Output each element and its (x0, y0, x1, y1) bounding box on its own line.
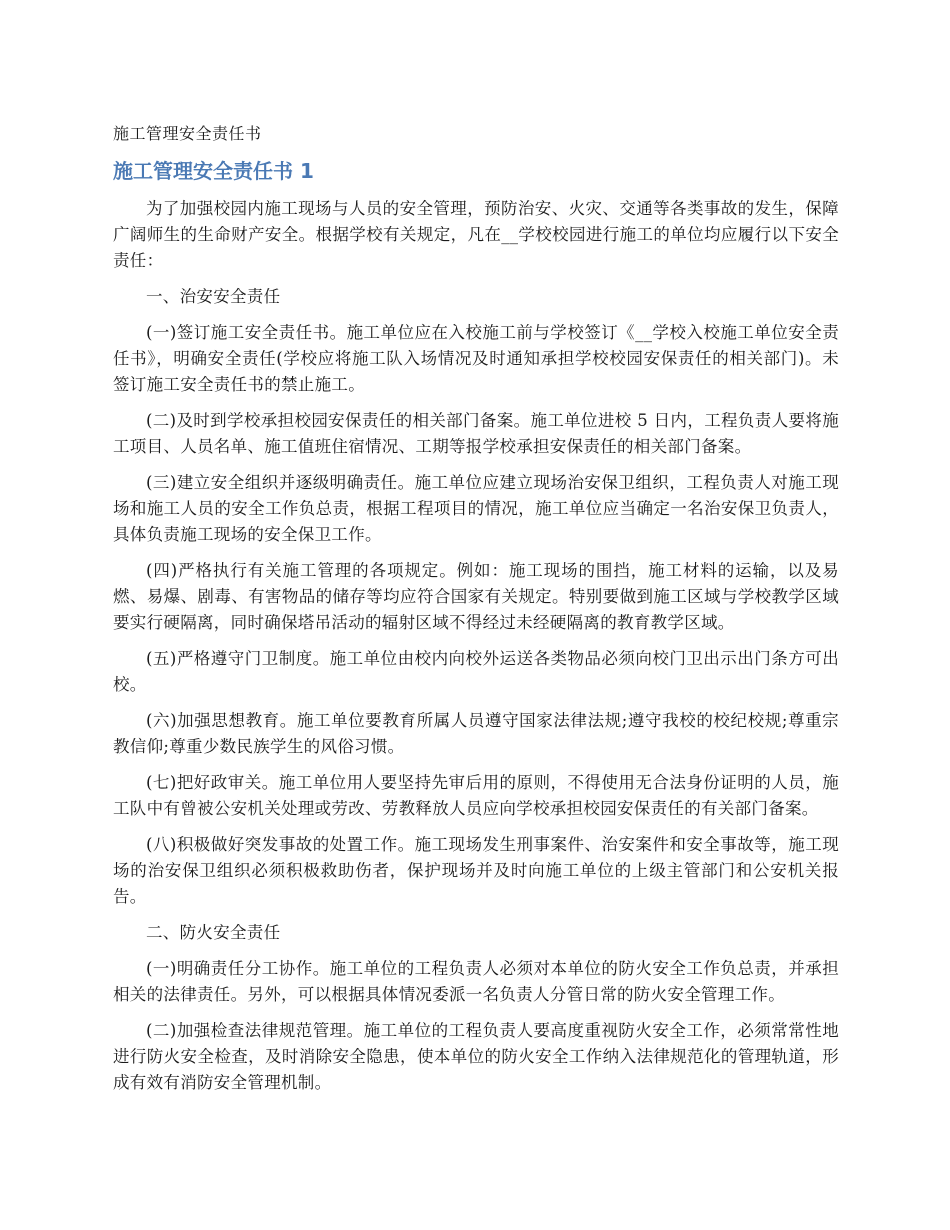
part1-item-7: (七)把好政审关。施工单位用人要坚持先审后用的原则，不得使用无合法身份证明的人员，施工队中有曾被公安机关处理或劳改、劳教释放人员应向学校承担校园安保责任的有关部门备案。 (113, 773, 839, 818)
part1-item-5: (五)严格遵守门卫制度。施工单位由校内向校外运送各类物品必须向校门卫出示出门条方可出校。 (113, 649, 839, 694)
part1-item-6: (六)加强思想教育。施工单位要教育所属人员遵守国家法律法规;遵守我校的校纪校规;尊重宗教信仰;尊重少数民族学生的风俗习惯。 (113, 711, 839, 756)
section-heading: 施工管理安全责任书 1 (113, 159, 314, 183)
part2-heading: 二、防火安全责任 (146, 923, 281, 942)
part1-heading: 一、治安安全责任 (146, 287, 281, 306)
part2-item-1: (一)明确责任分工协作。施工单位的工程负责人必须对本单位的防火安全工作负总责，并承担相关的法律责任。另外，可以根据具体情况委派一名负责人分管日常的防火安全管理工作。 (113, 959, 839, 1004)
part2-item-2: (二)加强检查法律规范管理。施工单位的工程负责人要高度重视防火安全工作，必须常常性地进行防火安全检查，及时消除安全隐患，使本单位的防火安全工作纳入法律规范化的管理轨道，形成有效有消防安全管理机制。 (113, 1021, 839, 1092)
part1-item-4: (四)严格执行有关施工管理的各项规定。例如：施工现场的围挡，施工材料的运输，以及易燃、易爆、剧毒、有害物品的储存等均应符合国家有关规定。特别要做到施工区域与学校教学区域要实行硬隔离，同时确保塔吊活动的辐射区域不得经过未经硬隔离的教育教学区域。 (113, 561, 839, 632)
document-page (113, 120, 839, 1106)
part1-item-3: (三)建立安全组织并逐级明确责任。施工单位应建立现场治安保卫组织，工程负责人对施工现场和施工人员的安全工作负总责，根据工程项目的情况，施工单位应当确定一名治安保卫负责人，具体负责施工现场的安全保卫工作。 (113, 473, 839, 544)
part1-item-8: (八)积极做好突发事故的处置工作。施工现场发生刑事案件、治安案件和安全事故等，施工现场的治安保卫组织必须积极救助伤者，保护现场并及时向施工单位的上级主管部门和公安机关报告。 (113, 835, 839, 906)
document-title: 施工管理安全责任书 (113, 124, 262, 143)
part1-item-1: (一)签订施工安全责任书。施工单位应在入校施工前与学校签订《__学校入校施工单位安全责任书》，明确安全责任(学校应将施工队入场情况及时通知承担学校校园安保责任的相关部门)。未签订施工安全责任书的禁止施工。 (113, 323, 839, 394)
part1-item-2: (二)及时到学校承担校园安保责任的相关部门备案。施工单位进校 5 日内，工程负责人要将施工项目、人员名单、施工值班住宿情况、工期等报学校承担安保责任的相关部门备案。 (113, 411, 839, 456)
intro-paragraph: 为了加强校园内施工现场与人员的安全管理，预防治安、火灾、交通等各类事故的发生，保障广阔师生的生命财产安全。根据学校有关规定，凡在__学校校园进行施工的单位均应履行以下安全责任： (113, 199, 839, 270)
